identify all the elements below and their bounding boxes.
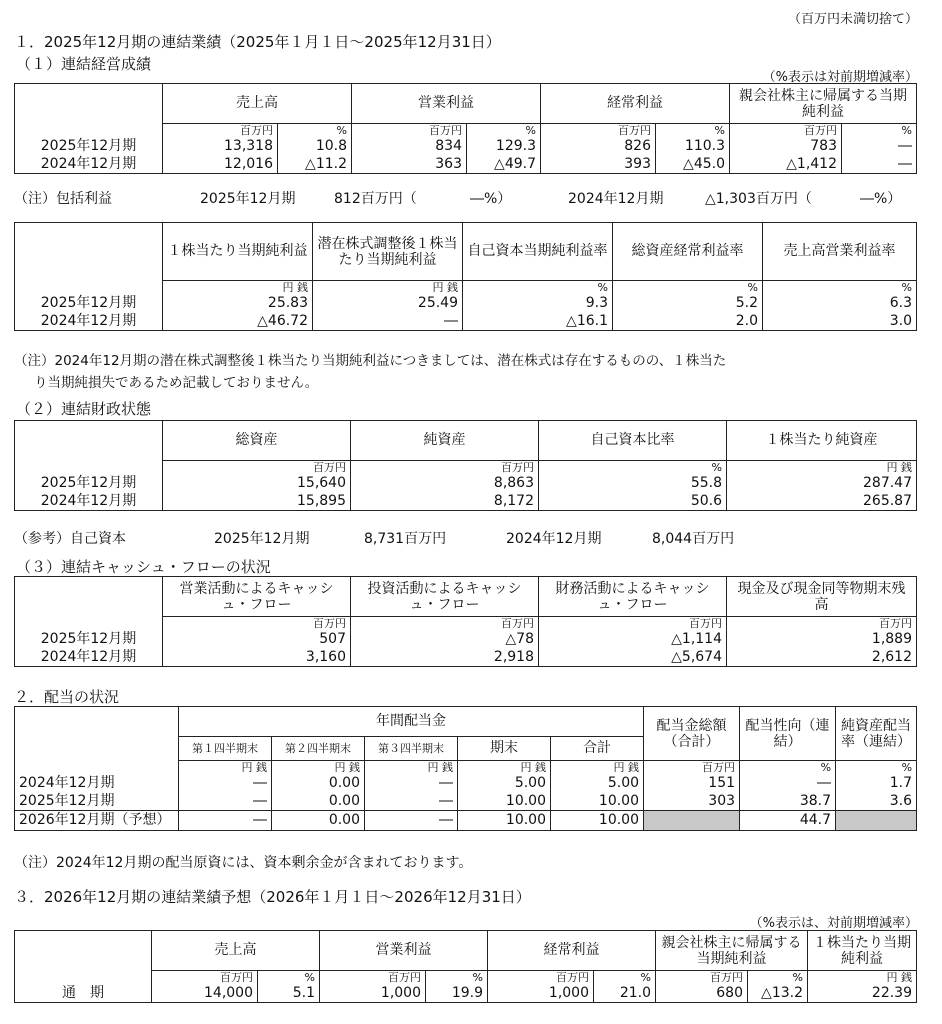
unit: % [278, 124, 352, 138]
cell: 1,000 [488, 985, 594, 1003]
cell: 2.0 [613, 313, 763, 331]
cell: ― [842, 138, 917, 156]
unit: % [467, 124, 541, 138]
header-equity-ratio: 自己資本比率 [539, 421, 727, 461]
header-eps: １株当たり当期純利益 [808, 931, 917, 971]
cell: △11.2 [278, 156, 352, 174]
header-total-dividend: 配当金総額（合計） [644, 707, 740, 761]
cell: △46.72 [163, 313, 313, 331]
dividend-note: （注）2024年12月期の配当原資には、資本剰余金が含まれております。 [14, 855, 473, 871]
header-payout-ratio: 配当性向（連結） [740, 707, 836, 761]
cell: 8,172 [351, 493, 539, 511]
cell: 5.2 [613, 295, 763, 313]
cell: 12,016 [163, 156, 278, 174]
header-eps: １株当たり当期純利益 [163, 223, 313, 281]
section-2-title: ２．配当の状況 [14, 688, 120, 706]
cell: 44.7 [740, 811, 836, 831]
unit: % [594, 971, 656, 985]
unit-note: （百万円未満切捨て） [787, 12, 918, 27]
header-sales: 売上高 [163, 84, 352, 124]
unit: 百万円 [320, 971, 426, 985]
label-blank [15, 461, 163, 475]
corner-cell [15, 707, 179, 761]
cell: 0.00 [272, 775, 365, 793]
operating-results-table [14, 83, 917, 174]
cell: ― [842, 156, 917, 174]
header-total-assets: 総資産 [163, 421, 351, 461]
corner-cell [15, 84, 163, 124]
unit: 円 銭 [179, 761, 272, 775]
cell: ― [365, 793, 458, 811]
unit: 百万円 [488, 971, 594, 985]
unit: 百万円 [656, 971, 748, 985]
unit: % [613, 281, 763, 295]
dividends-table [14, 706, 917, 831]
cell: 507 [163, 631, 351, 649]
comprehensive-income-pct-2: ―%） [860, 191, 902, 207]
header-investing-cf: 投資活動によるキャッシュ・フロー [351, 577, 539, 617]
cell: 287.47 [727, 475, 917, 493]
cell: 265.87 [727, 493, 917, 511]
comprehensive-income-label: （注）包括利益 [14, 191, 112, 207]
cell: ― [365, 775, 458, 793]
label-blank [15, 617, 163, 631]
per-share-table [14, 222, 917, 331]
unit: 百万円 [727, 617, 917, 631]
unit: % [836, 761, 917, 775]
cell: 3.6 [836, 793, 917, 811]
financial-position-table [14, 420, 917, 511]
header-roe: 自己資本当期純利益率 [463, 223, 613, 281]
header-ordinary-income: 経常利益 [488, 931, 656, 971]
row-label: 2024年12月期 [15, 775, 179, 793]
row-label: 2024年12月期 [15, 493, 163, 511]
cell: 151 [644, 775, 740, 793]
header-cash-balance: 現金及び現金同等物期末残高 [727, 577, 917, 617]
reference-period-2: 2024年12月期 [506, 531, 602, 547]
header-q2: 第２四半期末 [272, 737, 365, 761]
cell: 1,889 [727, 631, 917, 649]
comprehensive-income-value-2: △1,303百万円（ [705, 191, 812, 207]
cell: △13.2 [748, 985, 808, 1003]
cell: 14,000 [152, 985, 258, 1003]
cell: 25.49 [313, 295, 463, 313]
comprehensive-income-period-2: 2024年12月期 [568, 191, 664, 207]
cell: 6.3 [763, 295, 917, 313]
cell: 0.00 [272, 811, 365, 831]
unit: 円 銭 [458, 761, 551, 775]
row-label: 2025年12月期 [15, 138, 163, 156]
cell: ― [740, 775, 836, 793]
forecast-pct-note: （%表示は、対前期増減率） [749, 916, 918, 931]
cell: 10.00 [458, 793, 551, 811]
row-label: 2025年12月期 [15, 475, 163, 493]
header-bps: １株当たり純資産 [727, 421, 917, 461]
comprehensive-income-pct-1: ―%） [470, 191, 512, 207]
label-blank [15, 971, 152, 985]
unit: 円 銭 [163, 281, 313, 295]
unit: 百万円 [730, 124, 842, 138]
cash-flow-table [14, 576, 917, 667]
subsection-1-title: （１）連結経営成績 [16, 55, 152, 73]
reference-value-1: 8,731百万円 [364, 531, 447, 547]
unit: 百万円 [163, 124, 278, 138]
cell: 21.0 [594, 985, 656, 1003]
header-total: 合計 [551, 737, 644, 761]
header-net-assets: 純資産 [351, 421, 539, 461]
unit: 円 銭 [727, 461, 917, 475]
cell: 2,918 [351, 649, 539, 667]
corner-cell [15, 421, 163, 461]
unit: 百万円 [152, 971, 258, 985]
cell: 10.00 [551, 793, 644, 811]
row-label: 2025年12月期 [15, 793, 179, 811]
header-operating-margin: 売上高営業利益率 [763, 223, 917, 281]
pct-note: （%表示は対前期増減率） [762, 70, 918, 85]
header-q1: 第１四半期末 [179, 737, 272, 761]
unit: 円 銭 [551, 761, 644, 775]
cell: △5,674 [539, 649, 727, 667]
cell: 393 [541, 156, 656, 174]
forecast-table [14, 930, 917, 1003]
reference-period-1: 2025年12月期 [214, 531, 310, 547]
label-blank [15, 761, 179, 775]
header-dividend-net-assets: 純資産配当率（連結） [836, 707, 917, 761]
cell: ― [313, 313, 463, 331]
unit: % [539, 461, 727, 475]
cell: 826 [541, 138, 656, 156]
row-label: 2024年12月期 [15, 649, 163, 667]
cell: 50.6 [539, 493, 727, 511]
cell: △49.7 [467, 156, 541, 174]
unit: % [763, 281, 917, 295]
cell: 25.83 [163, 295, 313, 313]
cell: 22.39 [808, 985, 917, 1003]
reference-equity-label: （参考）自己資本 [14, 531, 126, 547]
cell: 8,863 [351, 475, 539, 493]
cell: 38.7 [740, 793, 836, 811]
cell: 10.00 [551, 811, 644, 831]
per-share-note-line-2: り当期純損失であるため記載しておりません。 [34, 375, 319, 391]
unit: 百万円 [539, 617, 727, 631]
unit: % [426, 971, 488, 985]
cell: △45.0 [656, 156, 730, 174]
row-label: 通 期 [15, 985, 152, 1003]
unit: % [748, 971, 808, 985]
unit: 円 銭 [808, 971, 917, 985]
cell: 15,895 [163, 493, 351, 511]
header-diluted-eps: 潜在株式調整後１株当たり当期純利益 [313, 223, 463, 281]
unit: 百万円 [163, 461, 351, 475]
row-label: 2025年12月期 [15, 295, 163, 313]
cell: △78 [351, 631, 539, 649]
cell: ― [179, 793, 272, 811]
cell: 363 [352, 156, 467, 174]
row-label: 2024年12月期 [15, 313, 163, 331]
cell: 19.9 [426, 985, 488, 1003]
header-operating-income: 営業利益 [320, 931, 488, 971]
cell: ― [365, 811, 458, 831]
cell-shaded [836, 811, 917, 831]
unit: % [656, 124, 730, 138]
cell: 129.3 [467, 138, 541, 156]
cell: 3,160 [163, 649, 351, 667]
cell: 5.00 [551, 775, 644, 793]
row-label: 2024年12月期 [15, 156, 163, 174]
unit: % [842, 124, 917, 138]
unit: % [740, 761, 836, 775]
cell: ― [179, 811, 272, 831]
unit: 円 銭 [272, 761, 365, 775]
row-label-forecast: 2026年12月期（予想） [15, 811, 179, 831]
cell: △16.1 [463, 313, 613, 331]
header-net-income: 親会社株主に帰属する当期純利益 [730, 84, 917, 124]
corner-cell [15, 577, 163, 617]
unit: 百万円 [644, 761, 740, 775]
cell: 680 [656, 985, 748, 1003]
cell: 3.0 [763, 313, 917, 331]
header-ordinary-income: 経常利益 [541, 84, 730, 124]
cell: 55.8 [539, 475, 727, 493]
unit: 円 銭 [313, 281, 463, 295]
cell: 1.7 [836, 775, 917, 793]
header-annual-dividend: 年間配当金 [179, 707, 644, 737]
cell: 0.00 [272, 793, 365, 811]
section-3-title: ３．2026年12月期の連結業績予想（2026年１月１日～2026年12月31日） [14, 888, 531, 906]
unit: % [463, 281, 613, 295]
corner-cell [15, 223, 163, 281]
cell: 9.3 [463, 295, 613, 313]
header-roa: 総資産経常利益率 [613, 223, 763, 281]
cell: △1,412 [730, 156, 842, 174]
cell: 13,318 [163, 138, 278, 156]
header-operating-income: 営業利益 [352, 84, 541, 124]
cell: 110.3 [656, 138, 730, 156]
per-share-note-line-1: （注）2024年12月期の潜在株式調整後１株当たり当期純利益につきましては、潜在株式は存在するものの、１株当た [14, 353, 727, 369]
cell: 10.00 [458, 811, 551, 831]
section-1-title: １．2025年12月期の連結業績（2025年１月１日～2025年12月31日） [14, 33, 501, 51]
unit: 百万円 [351, 617, 539, 631]
unit: 百万円 [352, 124, 467, 138]
cell: 5.00 [458, 775, 551, 793]
cell: 834 [352, 138, 467, 156]
cell: △1,114 [539, 631, 727, 649]
unit: 円 銭 [365, 761, 458, 775]
cell: 303 [644, 793, 740, 811]
cell: 783 [730, 138, 842, 156]
header-year-end: 期末 [458, 737, 551, 761]
unit: 百万円 [351, 461, 539, 475]
subsection-2-title: （２）連結財政状態 [16, 400, 152, 418]
header-sales: 売上高 [152, 931, 320, 971]
comprehensive-income-value-1: 812百万円（ [334, 191, 417, 207]
header-financing-cf: 財務活動によるキャッシュ・フロー [539, 577, 727, 617]
cell-shaded [644, 811, 740, 831]
label-blank [15, 124, 163, 138]
row-label: 2025年12月期 [15, 631, 163, 649]
header-net-income: 親会社株主に帰属する当期純利益 [656, 931, 808, 971]
cell: 10.8 [278, 138, 352, 156]
cell: ― [179, 775, 272, 793]
unit: 百万円 [163, 617, 351, 631]
cell: 5.1 [258, 985, 320, 1003]
unit: % [258, 971, 320, 985]
header-q3: 第３四半期末 [365, 737, 458, 761]
subsection-3-title: （３）連結キャッシュ・フローの状況 [16, 558, 271, 576]
comprehensive-income-period-1: 2025年12月期 [200, 191, 296, 207]
reference-value-2: 8,044百万円 [652, 531, 735, 547]
cell: 15,640 [163, 475, 351, 493]
label-blank [15, 281, 163, 295]
cell: 2,612 [727, 649, 917, 667]
cell: 1,000 [320, 985, 426, 1003]
unit: 百万円 [541, 124, 656, 138]
header-operating-cf: 営業活動によるキャッシュ・フロー [163, 577, 351, 617]
corner-cell [15, 931, 152, 971]
